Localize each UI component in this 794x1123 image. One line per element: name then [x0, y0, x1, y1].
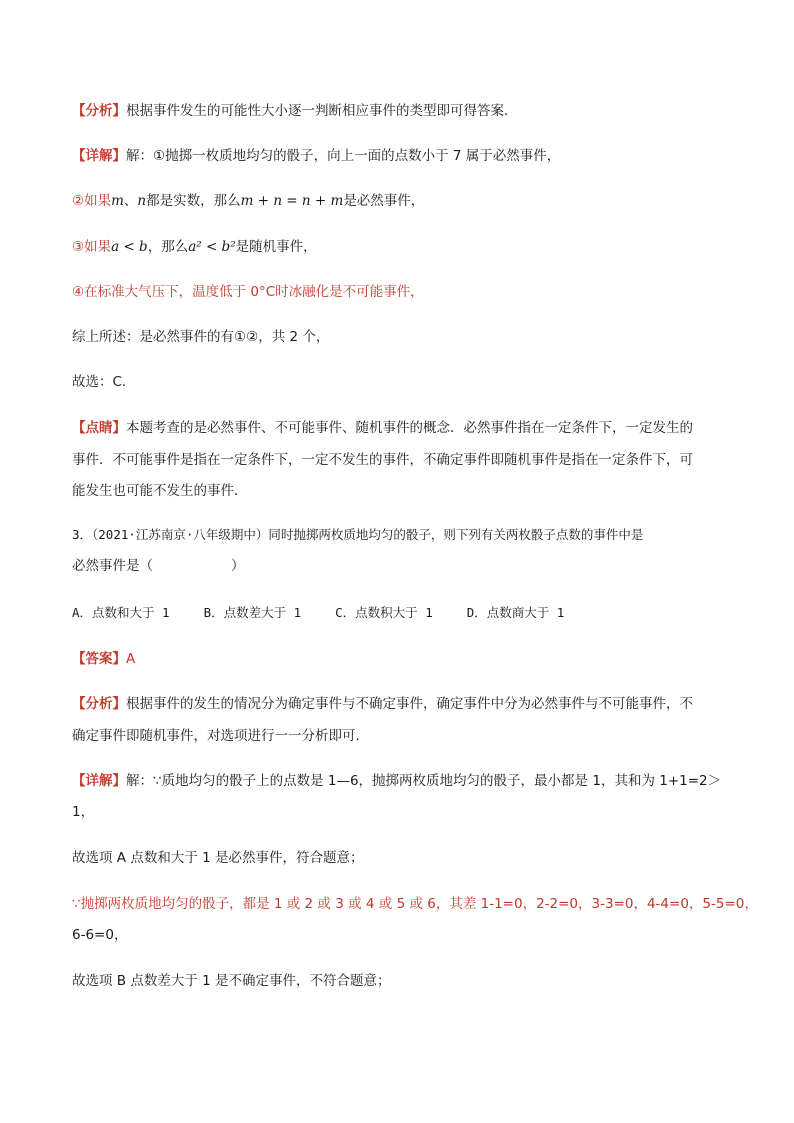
choice-text: 故选：C． — [72, 374, 136, 390]
conclusion-a-text: 故选项 A 点数和大于 1 是必然事件，符合题意； — [72, 850, 364, 866]
option-b: B．点数差大于 1 — [203, 605, 302, 620]
comment-text-3: 能发生也可能不发生的事件． — [72, 483, 248, 499]
choice-1 — [72, 372, 732, 392]
reason-b-text-2: 6-6=0， — [72, 927, 128, 943]
analysis-2-line-2 — [72, 726, 732, 746]
item-2-prefix: ②如果 — [72, 193, 112, 209]
analysis-2-text-2: 确定事件即随机事件，对选项进行一一分析即可． — [72, 728, 369, 744]
item-2-mid: 都是实数，那么 — [146, 193, 241, 209]
item-3-suffix: 是随机事件， — [235, 239, 317, 255]
analysis-2-tag: 【分析】 — [72, 696, 126, 712]
item-2 — [72, 191, 732, 211]
detail-2-text-2: 1， — [72, 804, 95, 820]
detail-1 — [72, 146, 732, 166]
reason-b-line-1 — [72, 894, 758, 914]
option-c: C．点数积大于 1 — [335, 605, 433, 620]
answer-tag: 【答案】 — [72, 651, 126, 667]
item-2-suffix: 是必然事件， — [343, 193, 425, 209]
var-n: n — [137, 193, 147, 209]
analysis-1 — [72, 101, 732, 121]
item-3-prefix: ③如果 — [72, 239, 112, 255]
detail-2-tag: 【详解】 — [72, 773, 126, 789]
option-a: A．点数和大于 1 — [72, 605, 170, 620]
comment-text-2: 事件．不可能事件是指在一定条件下，一定不发生的事件，不确定事件即随机事件是指在一定条件下，可 — [72, 452, 693, 468]
conclusion-b — [72, 971, 732, 991]
analysis-2-text-1: 根据事件的发生的情况分为确定事件与不确定事件，确定事件中分为必然事件与不可能事件，不 — [126, 696, 693, 712]
conclusion-a — [72, 848, 732, 868]
reason-b-text-1: ∵抛掷两枚质地均匀的骰子，都是 1 或 2 或 3 或 4 或 5 或 6，其差 1-1=0，2-2=0，3-3=0，4-4=0，5-5=0， — [72, 896, 758, 912]
question-3-text-2: 必然事件是（ — [72, 558, 153, 574]
comment-line-1 — [72, 418, 732, 438]
answer-value: A — [126, 651, 136, 667]
question-3-text-1: 3．（2021·江苏南京·八年级期中）同时抛掷两枚质地均匀的骰子，则下列有关两枚骰子点数的事件中是 — [72, 527, 644, 542]
analysis-tag: 【分析】 — [72, 103, 126, 119]
conclusion-b-text: 故选项 B 点数差大于 1 是不确定事件，不符合题意； — [72, 973, 391, 989]
answer — [72, 649, 732, 669]
detail-2-text-1: 解：∵质地均匀的骰子上的点数是 1—6，抛掷两枚质地均匀的骰子，最小都是 1，其和为 1+1=2＞ — [126, 773, 722, 789]
comment-line-3 — [72, 481, 732, 501]
analysis-text: 根据事件发生的可能性大小逐一判断相应事件的类型即可得答案． — [126, 103, 518, 119]
detail-tag: 【详解】 — [72, 148, 126, 164]
detail-text: 解：①抛掷一枚质地均匀的骰子，向上一面的点数小于 7 属于必然事件， — [126, 148, 561, 164]
question-3-line-2 — [72, 556, 732, 576]
question-3-text-2-end: ） — [231, 558, 245, 574]
detail-2-line-1 — [72, 771, 732, 791]
condition-a-lt-b: a < b — [111, 239, 148, 255]
reason-b-line-2 — [72, 925, 732, 945]
comment-line-2 — [72, 450, 732, 470]
option-d: D．点数商大于 1 — [466, 605, 565, 620]
formula-commutative: m + n = n + m — [240, 193, 344, 209]
question-3-line-1 — [72, 525, 732, 545]
comment-text-1: 本题考查的是必然事件、不可能事件、随机事件的概念．必然事件指在一定条件下，一定发生的 — [126, 420, 693, 436]
item-3-mid: ，那么 — [147, 239, 189, 255]
item-3 — [72, 237, 732, 257]
item-4 — [72, 282, 732, 302]
comment-tag: 【点睛】 — [72, 420, 126, 436]
analysis-2-line-1 — [72, 694, 732, 714]
options-row — [72, 603, 732, 623]
summary-1 — [72, 327, 732, 347]
var-m: m — [111, 193, 124, 209]
item-4-text: ④在标准大气压下，温度低于 0°C时冰融化是不可能事件， — [72, 284, 424, 300]
detail-2-line-2 — [72, 802, 732, 822]
item-2-sep: 、 — [123, 193, 138, 209]
formula-squares: a² < b² — [188, 239, 236, 255]
summary-text: 综上所述：是必然事件的有①②，共 2 个， — [72, 329, 330, 345]
